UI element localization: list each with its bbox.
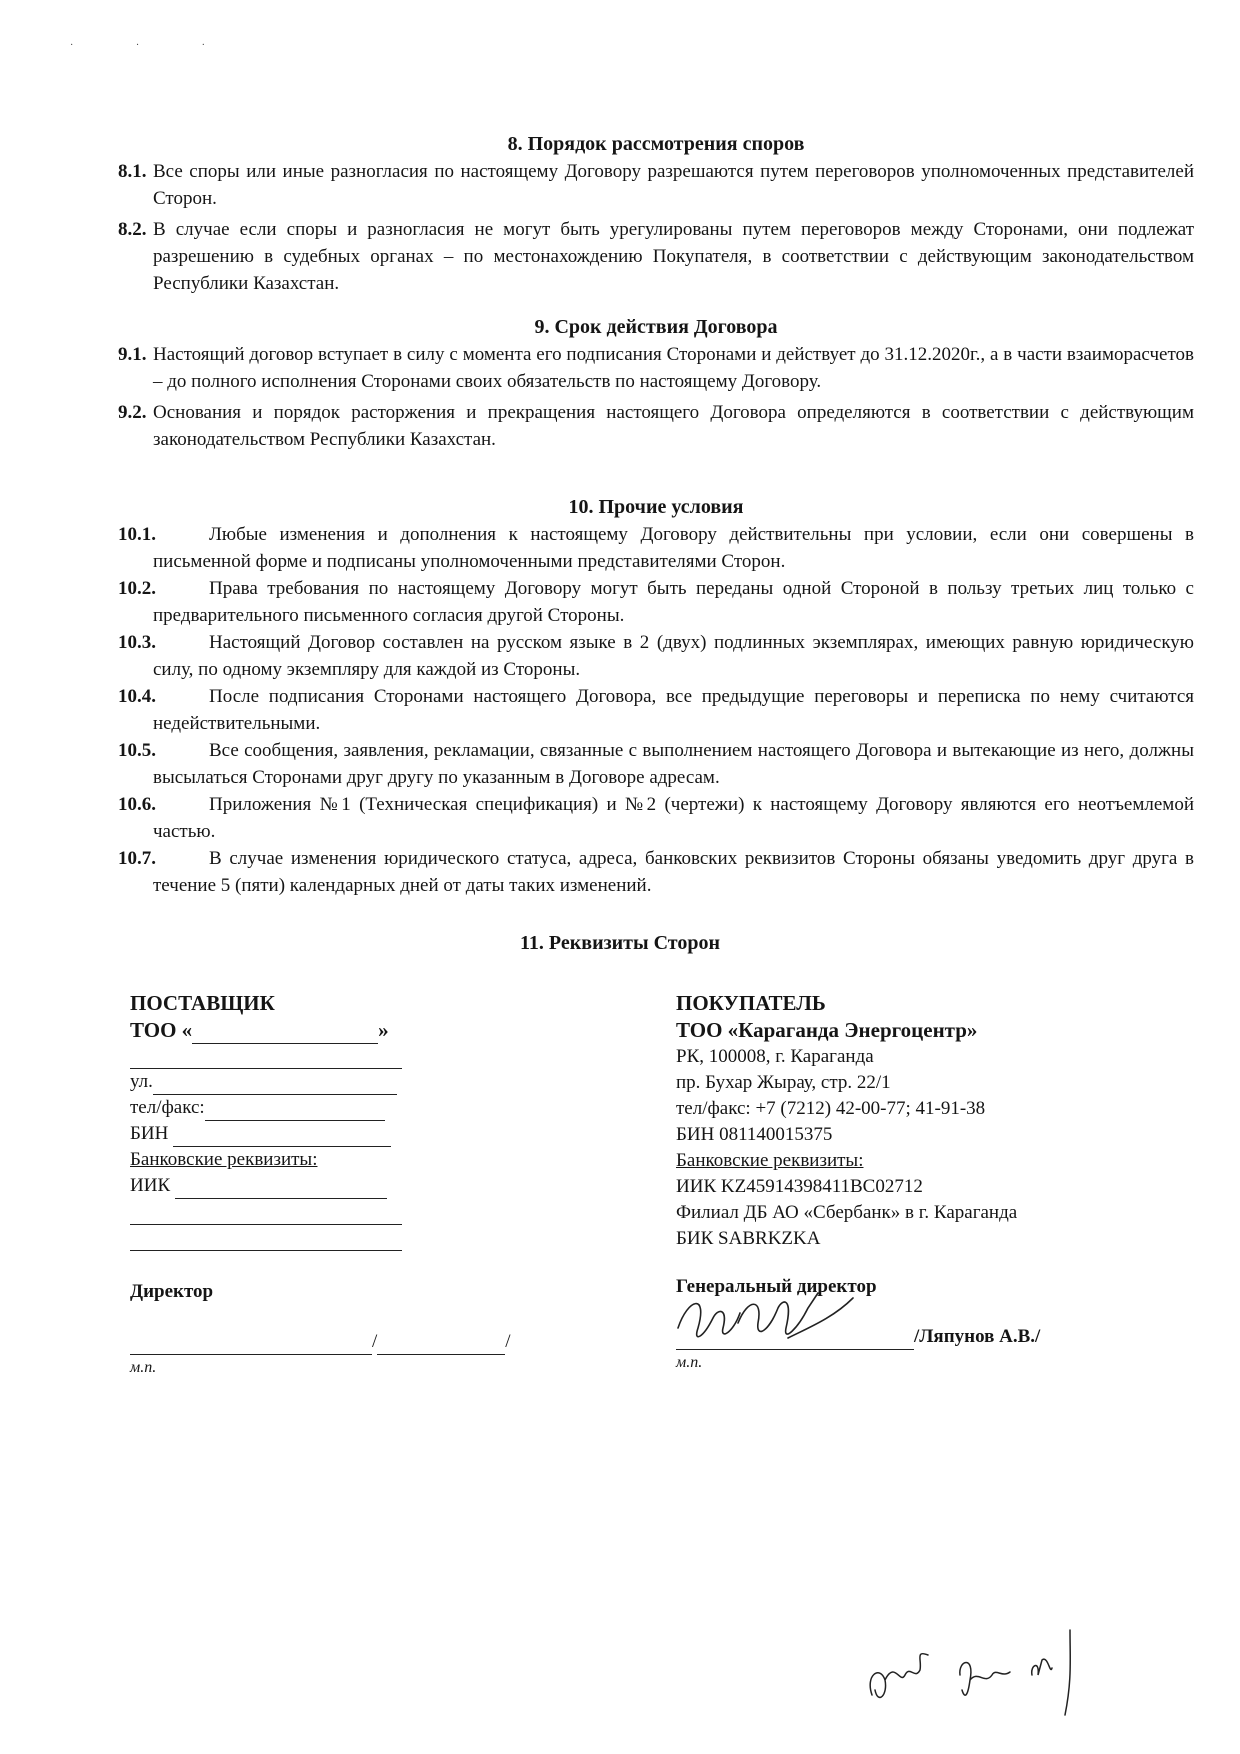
clause-10-6 [118, 791, 1194, 845]
clause-number: 9.2. [118, 402, 147, 423]
clause-number: 10.3. [118, 632, 156, 653]
bin-row [130, 1121, 460, 1147]
clause-text: Настоящий договор вступает в силу с момента его подписания Сторонами и действует до 31.12.2020г., а в части взаиморасчетов – до полного исполнения Сторонами своих обязательств по настоящему Договору. [153, 344, 1194, 392]
buyer-bank-label: Банковские реквизиты: [676, 1150, 864, 1171]
clause-text: Приложения №1 (Техническая спецификация) и №2 (чертежи) к настоящему Договору являются его неотъемлемой частью. [153, 794, 1194, 842]
too-prefix: ТОО « [130, 1018, 193, 1042]
section-8-title: 8. Порядок рассмотрения споров [507, 133, 805, 155]
street-row [130, 1069, 460, 1095]
clause-10-5 [118, 737, 1194, 791]
iik-row [130, 1173, 460, 1199]
buyer-address-1: РК, 100008, г. Караганда [676, 1046, 874, 1067]
street-field[interactable] [153, 1074, 397, 1095]
clause-number: 8.2. [118, 219, 147, 240]
street-label: ул. [130, 1071, 153, 1092]
clause-8-2 [118, 216, 1194, 297]
slash: / [372, 1331, 378, 1352]
bank-label: Банковские реквизиты: [130, 1149, 318, 1170]
iik-field[interactable] [175, 1178, 387, 1199]
supplier-heading: ПОСТАВЩИК [130, 991, 275, 1015]
supplier-signature-field[interactable] [130, 1334, 372, 1355]
clause-number: 8.1. [118, 161, 147, 182]
clause-number: 10.7. [118, 848, 156, 869]
clause-10-2 [118, 575, 1194, 629]
buyer-bik: БИК SABRKZKA [676, 1228, 821, 1249]
phone-label: тел/факс: [130, 1097, 205, 1118]
blank-field[interactable] [130, 1230, 402, 1251]
clause-number: 10.2. [118, 578, 156, 599]
clause-text: Основания и порядок расторжения и прекращения настоящего Договора определяются в соответствии с действующим законодательством Республики Казахстан. [153, 402, 1194, 450]
clause-10-1 [118, 521, 1194, 575]
bin-field[interactable] [173, 1126, 391, 1147]
buyer-company: ТОО «Караганда Энергоцентр» [676, 1018, 978, 1042]
supplier-name-field[interactable] [377, 1334, 505, 1355]
company-name-field[interactable] [192, 1023, 378, 1044]
phone-row [130, 1095, 460, 1121]
clause-text: Все сообщения, заявления, рекламации, связанные с выполнением настоящего Договора и вытекающие из него, должны высылаться Сторонами друг другу по указанным в Договоре адресам. [153, 740, 1194, 788]
section-10-title: 10. Прочие условия [568, 496, 744, 518]
section-9 [118, 313, 1194, 453]
buyer-branch: Филиал ДБ АО «Сбербанк» в г. Караганда [676, 1202, 1018, 1223]
bank-label-row [130, 1147, 460, 1173]
clause-number: 10.4. [118, 686, 156, 707]
phone-field[interactable] [205, 1100, 385, 1121]
clause-text: После подписания Сторонами настоящего Договора, все предыдущие переговоры и переписка по нему считаются недействительными. [153, 686, 1194, 734]
blank-field[interactable] [130, 1048, 402, 1069]
clause-8-1 [118, 158, 1194, 212]
buyer-heading: ПОКУПАТЕЛЬ [676, 991, 826, 1015]
director-signature-image [668, 1288, 888, 1358]
buyer-address-2: пр. Бухар Жырау, стр. 22/1 [676, 1072, 891, 1093]
blank-line-row-3 [130, 1225, 460, 1251]
iik-label: ИИК [130, 1175, 171, 1196]
clause-9-2 [118, 399, 1194, 453]
clause-10-3 [118, 629, 1194, 683]
supplier-seal: м.п. [130, 1359, 157, 1376]
clause-number: 10.5. [118, 740, 156, 761]
clause-text: Настоящий Договор составлен на русском языке в 2 (двух) подлинных экземплярах, имеющих равную юридическую силу, по одному экземпляру для каждой из Стороны. [153, 632, 1194, 680]
clause-text: В случае изменения юридического статуса, адреса, банковских реквизитов Стороны обязаны уведомить друг друга в течение 5 (пяти) календарных дней от даты таких изменений. [153, 848, 1194, 896]
clause-number: 10.6. [118, 794, 156, 815]
supplier-block [130, 990, 511, 1381]
too-suffix: » [378, 1018, 389, 1042]
clause-number: 9.1. [118, 344, 147, 365]
bin-label: БИН [130, 1123, 169, 1144]
buyer-iik: ИИК KZ45914398411BC02712 [676, 1176, 923, 1197]
buyer-bin: БИН 081140015375 [676, 1124, 833, 1145]
section-11-title: 11. Реквизиты Сторон [520, 932, 720, 954]
section-8 [118, 130, 1194, 297]
clause-text: Любые изменения и дополнения к настоящему Договору действительны при условии, если они совершены в письменной форме и подписаны уполномоченными представителями Сторон. [153, 524, 1194, 572]
buyer-director-label: Генеральный директор [676, 1276, 877, 1297]
clause-9-1 [118, 341, 1194, 395]
slash: / [505, 1331, 511, 1352]
clause-text: Права требования по настоящему Договору могут быть переданы одной Стороной в пользу третьих лиц только с предварительного письменного согласия другой Стороны. [153, 578, 1194, 626]
page-initials-image [860, 1620, 1110, 1720]
blank-field[interactable] [130, 1204, 402, 1225]
buyer-phone: тел/факс: +7 (7212) 42-00-77; 41-91-38 [676, 1098, 986, 1119]
buyer-seal: м.п. [676, 1354, 703, 1371]
supplier-director-row [130, 1279, 460, 1305]
clause-10-7 [118, 845, 1194, 899]
scan-specks: · · · [70, 40, 235, 51]
section-10 [118, 493, 1194, 899]
blank-line-row-2 [130, 1199, 460, 1225]
clause-text: Все споры или иные разногласия по настоящему Договору разрешаются путем переговоров уполномоченных представителей Сторон. [153, 161, 1194, 209]
clause-number: 10.1. [118, 524, 156, 545]
buyer-director-name: /Ляпунов А.В./ [914, 1326, 1041, 1347]
blank-line-row [130, 1043, 460, 1069]
clause-10-4 [118, 683, 1194, 737]
section-9-title: 9. Срок действия Договора [534, 316, 778, 338]
clause-text: В случае если споры и разногласия не могут быть урегулированы путем переговоров между Сторонами, они подлежат разрешению в судебных органах – по местонахождению Покупателя, в соответствии с действующим законодательством Республики Казахстан. [153, 219, 1194, 294]
supplier-director-label: Директор [130, 1281, 214, 1302]
supplier-signature-row [130, 1329, 511, 1355]
supplier-company-row [130, 1017, 460, 1043]
